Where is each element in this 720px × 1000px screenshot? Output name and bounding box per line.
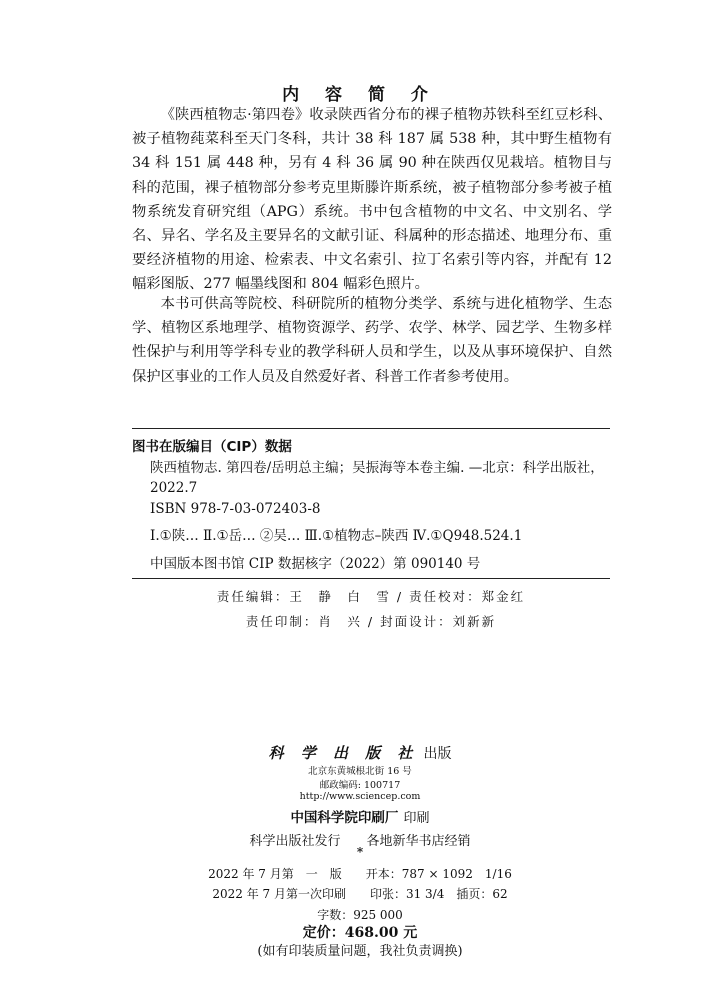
credits-printing: 责任印制：肖 兴 / 封面设计：刘新新: [245, 614, 497, 629]
publisher-name: 科 学 出 版 社: [268, 744, 419, 762]
cip-record-number: 中国版本图书馆 CIP 数据核字（2022）第 090140 号: [150, 556, 481, 572]
print-line: 2022 年 7 月第一次印刷 印张：31 3/4 插页：62: [212, 887, 508, 901]
intro-title: 内 容 简 介: [282, 85, 438, 105]
publisher-address: 北京东黄城根北街 16 号: [308, 766, 412, 777]
cip-isbn: ISBN 978-7-03-072403-8: [150, 501, 321, 517]
quality-notice: (如有印装质量问题，我社负责调换): [257, 944, 463, 959]
printer-line: [0, 806, 720, 826]
intro-paragraph-2: 本书可供高等院校、科研院所的植物分类学、系统与进化植物学、生态学、植物区系地理学、植物资源学、药学、农学、林学、园艺学、生物多样性保护与利用等学科专业的教学科研人员和学生，以及从事环境保护、自然保护区事业的工作人员及自然爱好者、科普工作者参考使用。: [132, 296, 612, 385]
publisher-postcode: 邮政编码: 100717: [319, 780, 401, 791]
word-count: 字数：925 000: [317, 908, 403, 922]
cip-bibliographic-line: 陕西植物志. 第四卷/岳明总主编；吴振海等本卷主编. —北京：科学出版社，2022.7: [150, 460, 604, 496]
cip-bottom-rule: [132, 578, 610, 579]
price: 定价：468.00 元: [302, 925, 418, 941]
edition-line: 2022 年 7 月第 一 版 开本：787 × 1092 1/16: [208, 867, 512, 881]
separator-star: *: [356, 845, 364, 859]
cip-heading: 图书在版编目（CIP）数据: [132, 439, 292, 455]
credits-editors: 责任编辑：王 静 白 雪 / 责任校对：郑金红: [216, 589, 526, 604]
printer-suffix: 印刷: [403, 811, 430, 826]
publisher-line: [0, 742, 720, 763]
publisher-url: http://www.sciencep.com: [299, 791, 421, 802]
publisher-suffix: 出版: [423, 746, 452, 762]
printer-name: 中国科学院印刷厂: [290, 810, 399, 826]
cip-classification: Ⅰ.①陕… Ⅱ.①岳… ②吴… Ⅲ.①植物志–陕西 Ⅳ.①Q948.524.1: [150, 528, 523, 544]
intro-paragraph-1: 《陕西植物志·第四卷》收录陕西省分布的裸子植物苏铁科至红豆杉科、被子植物莼菜科至天门冬科，共计 38 科 187 属 538 种，其中野生植物有 34 科 151 属 448 种，另有 4 科 36 属 90 种在陕西仅见栽培。植物目与科的范围，裸子植物部分参考克里斯滕许斯系统，被子植物部分参考被子植物系统发育研究组（APG）系统。书中包含植物的中文名、中文别名、学名、异名、学名及主要异名的文献引证、科属种的形态描述、地理分布、重要经济植物的用途、检索表、中文名索引、拉丁名索引等内容，并配有 12 幅彩图版、277 幅墨线图和 804 幅彩色照片。: [132, 107, 612, 293]
cip-top-rule: [132, 428, 610, 429]
distribution-line: 科学出版社发行 各地新华书店经销: [249, 834, 471, 849]
